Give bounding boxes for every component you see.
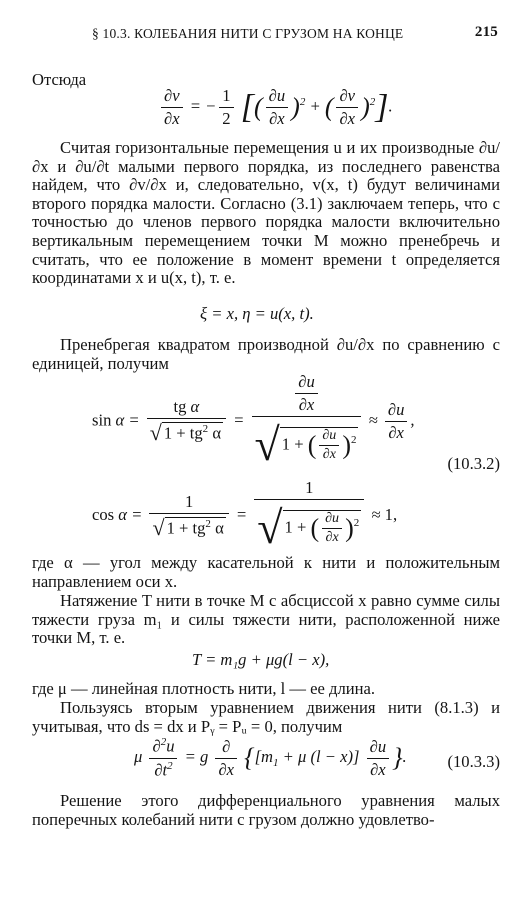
word-otsyuda: Отсюда [32,70,87,89]
equation-cos-alpha: cos α = $\frac{1}{√ 1 + tg^2 \alpha}$ = 1 √ 1 + ( $\frac{\partial u}{\partial x}$ )$^2$ ≈ 1, [92,478,398,553]
paragraph-7: Решение этого дифференциального уравнения малых поперечных колебаний нити с грузом должно удовлетво- [32,791,500,829]
equation-sin-alpha: sin α = $\frac{\text{tg α}}{√ 1 + tg^2 \alpha}$ = $\frac{\partial u}{\partial x}$ √ 1 + ( $\frac{\partial u}{\partial x}$ )$^2$ ≈ $\frac{\partial u}{\partial x}$ , [92,372,415,470]
paragraph-2: Пренебрегая квадратом производной ∂u/∂x по сравнению с единицей, получим [32,335,500,373]
section-title: § 10.3. КОЛЕБАНИЯ НИТИ С ГРУЗОМ НА КОНЦЕ [92,26,404,41]
equation-label-10-3-3: (10.3.3) [447,752,500,771]
paragraph-5: где μ — линейная плотность нити, l — ее длина. [32,679,376,698]
paragraph-6: Пользуясь вторым уравнением движения нити (8.1.3) и учитывая, что ds = dx и Pᵧ = Pᵤ = 0, получим [32,698,500,736]
page-number: 215 [474,24,498,40]
equation-tension: T = m₁g + μg(l − x), [192,650,330,669]
running-header [92,22,498,44]
paragraph-1: Считая горизонтальные перемещения u и их производные ∂u/∂x и ∂u/∂t малыми первого порядка, из последнего равенства найдем, что ∂v/∂x и, следовательно, v(x, t) будут величинами второго порядка малости. Согласно (3.1) заключаем теперь, что с точностью до членов первого порядка малости включительно вертикальным перемещением точки M можно пренебречь и считать, что ее положение в момент времени t определяется координатами x и u(x, t), т. е. [32,138,500,288]
paragraph-4: Натяжение T нити в точке M с абсциссой x равно сумме силы тяжести груза m₁ и силы тяжести нити, расположенной ниже точки M, т. е. [32,591,500,648]
equation-wave: μ $\frac{\partial^2u}{\partial t^2}$ = g $\frac{\partial}{\partial x}$ {[$m_1 + \mu$ (l − x)] $\frac{\partial u}{\partial x}$ }. [134,736,407,780]
equation-dv-dx: $\frac{\partial v}{\partial x}$ = − $\frac{1}{2}$ [( $\frac{\partial u}{\partial x}$ )$^2$ + ( $\frac{\partial v}{\partial x}$ )$^2$]. [158,86,393,129]
paragraph-3: где α — угол между касательной к нити и положительным направлением оси x. [32,553,500,591]
equation-coordinates: ξ = x, η = u(x, t). [200,304,314,323]
equation-label-10-3-2: (10.3.2) [447,454,500,473]
